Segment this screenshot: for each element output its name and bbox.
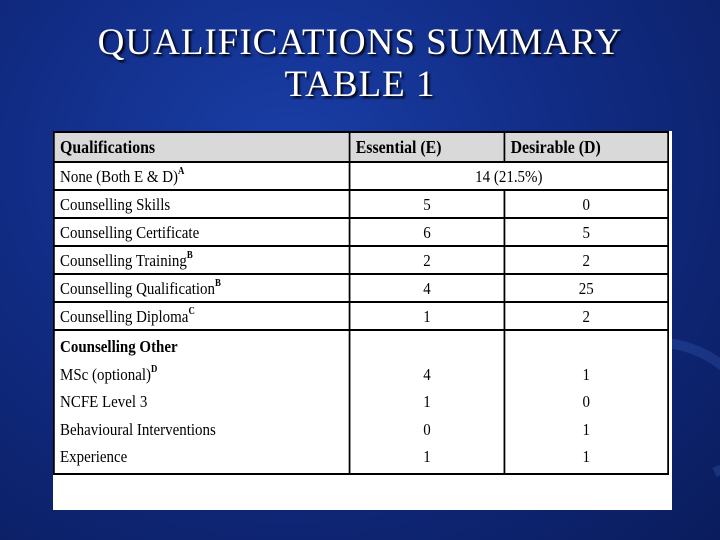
row-label-text: None (Both E & D) <box>60 166 179 186</box>
other-desirable-cell <box>504 330 668 474</box>
qualifications-table <box>53 131 669 475</box>
other-essential-cell <box>350 330 505 474</box>
essential-value: 1 <box>423 392 431 411</box>
row-label <box>54 162 350 190</box>
essential-value: 0 <box>423 419 431 439</box>
table-row <box>54 218 668 246</box>
row-label-text: Counselling Diploma <box>60 306 189 326</box>
header-essential: Essential (E) <box>350 132 505 162</box>
desirable-value: 0 <box>582 392 591 411</box>
other-item-label-text: Experience <box>60 447 128 466</box>
row-label <box>54 190 350 218</box>
desirable-cell: 2 <box>504 246 668 274</box>
desirable-value: 1 <box>582 447 591 466</box>
other-labels-cell <box>54 330 350 474</box>
row-label <box>54 218 350 246</box>
desirable-value: 1 <box>582 364 591 384</box>
table-row <box>54 302 668 330</box>
footnote-marker: D <box>151 363 158 375</box>
essential-cell: 5 <box>350 190 505 218</box>
other-item-label <box>60 416 343 444</box>
table-row <box>54 274 668 302</box>
row-label <box>54 274 350 302</box>
slide-title-line-2: TABLE 1 <box>284 64 436 105</box>
other-item-label-text: MSc (optional) <box>60 364 152 384</box>
row-label-text: Counselling Training <box>60 250 187 270</box>
table-header-row <box>54 132 668 162</box>
other-spacer <box>356 333 499 361</box>
other-spacer <box>511 333 662 361</box>
desirable-cell: 0 <box>504 190 668 218</box>
other-item-label <box>60 443 343 471</box>
other-item-label <box>60 361 343 389</box>
essential-cell: 4 <box>350 274 505 302</box>
slide-title-line-1: QUALIFICATIONS SUMMARY <box>97 22 623 63</box>
other-heading: Counselling Other <box>60 337 178 356</box>
other-item-label-text: NCFE Level 3 <box>60 392 148 411</box>
footnote-marker: B <box>186 249 193 261</box>
essential-value: 4 <box>423 364 431 384</box>
footnote-marker: B <box>215 277 221 289</box>
footnote-marker: A <box>178 165 185 177</box>
table-row <box>54 190 668 218</box>
header-qualifications: Qualifications <box>54 132 350 162</box>
desirable-cell: 25 <box>504 274 668 302</box>
other-item-label <box>60 388 343 416</box>
essential-cell: 1 <box>350 302 505 330</box>
row-label-text: Counselling Certificate <box>60 222 200 242</box>
none-merged-value: 14 (21.5%) <box>350 162 669 190</box>
desirable-value: 1 <box>582 419 591 439</box>
row-label-text: Counselling Skills <box>60 194 171 214</box>
table-row-counselling-other <box>54 330 668 474</box>
footnote-marker: C <box>188 305 195 317</box>
desirable-cell: 5 <box>504 218 668 246</box>
essential-value: 1 <box>423 447 431 466</box>
table-row-none <box>54 162 668 190</box>
row-label <box>54 302 350 330</box>
qualifications-table-panel <box>53 131 672 510</box>
table-row <box>54 246 668 274</box>
row-label <box>54 246 350 274</box>
row-label-text: Counselling Qualification <box>60 278 216 298</box>
header-desirable: Desirable (D) <box>504 132 668 162</box>
essential-cell: 6 <box>350 218 505 246</box>
other-item-label-text: Behavioural Interventions <box>60 419 216 439</box>
essential-cell: 2 <box>350 246 505 274</box>
slide-title <box>0 22 720 106</box>
desirable-cell: 2 <box>504 302 668 330</box>
